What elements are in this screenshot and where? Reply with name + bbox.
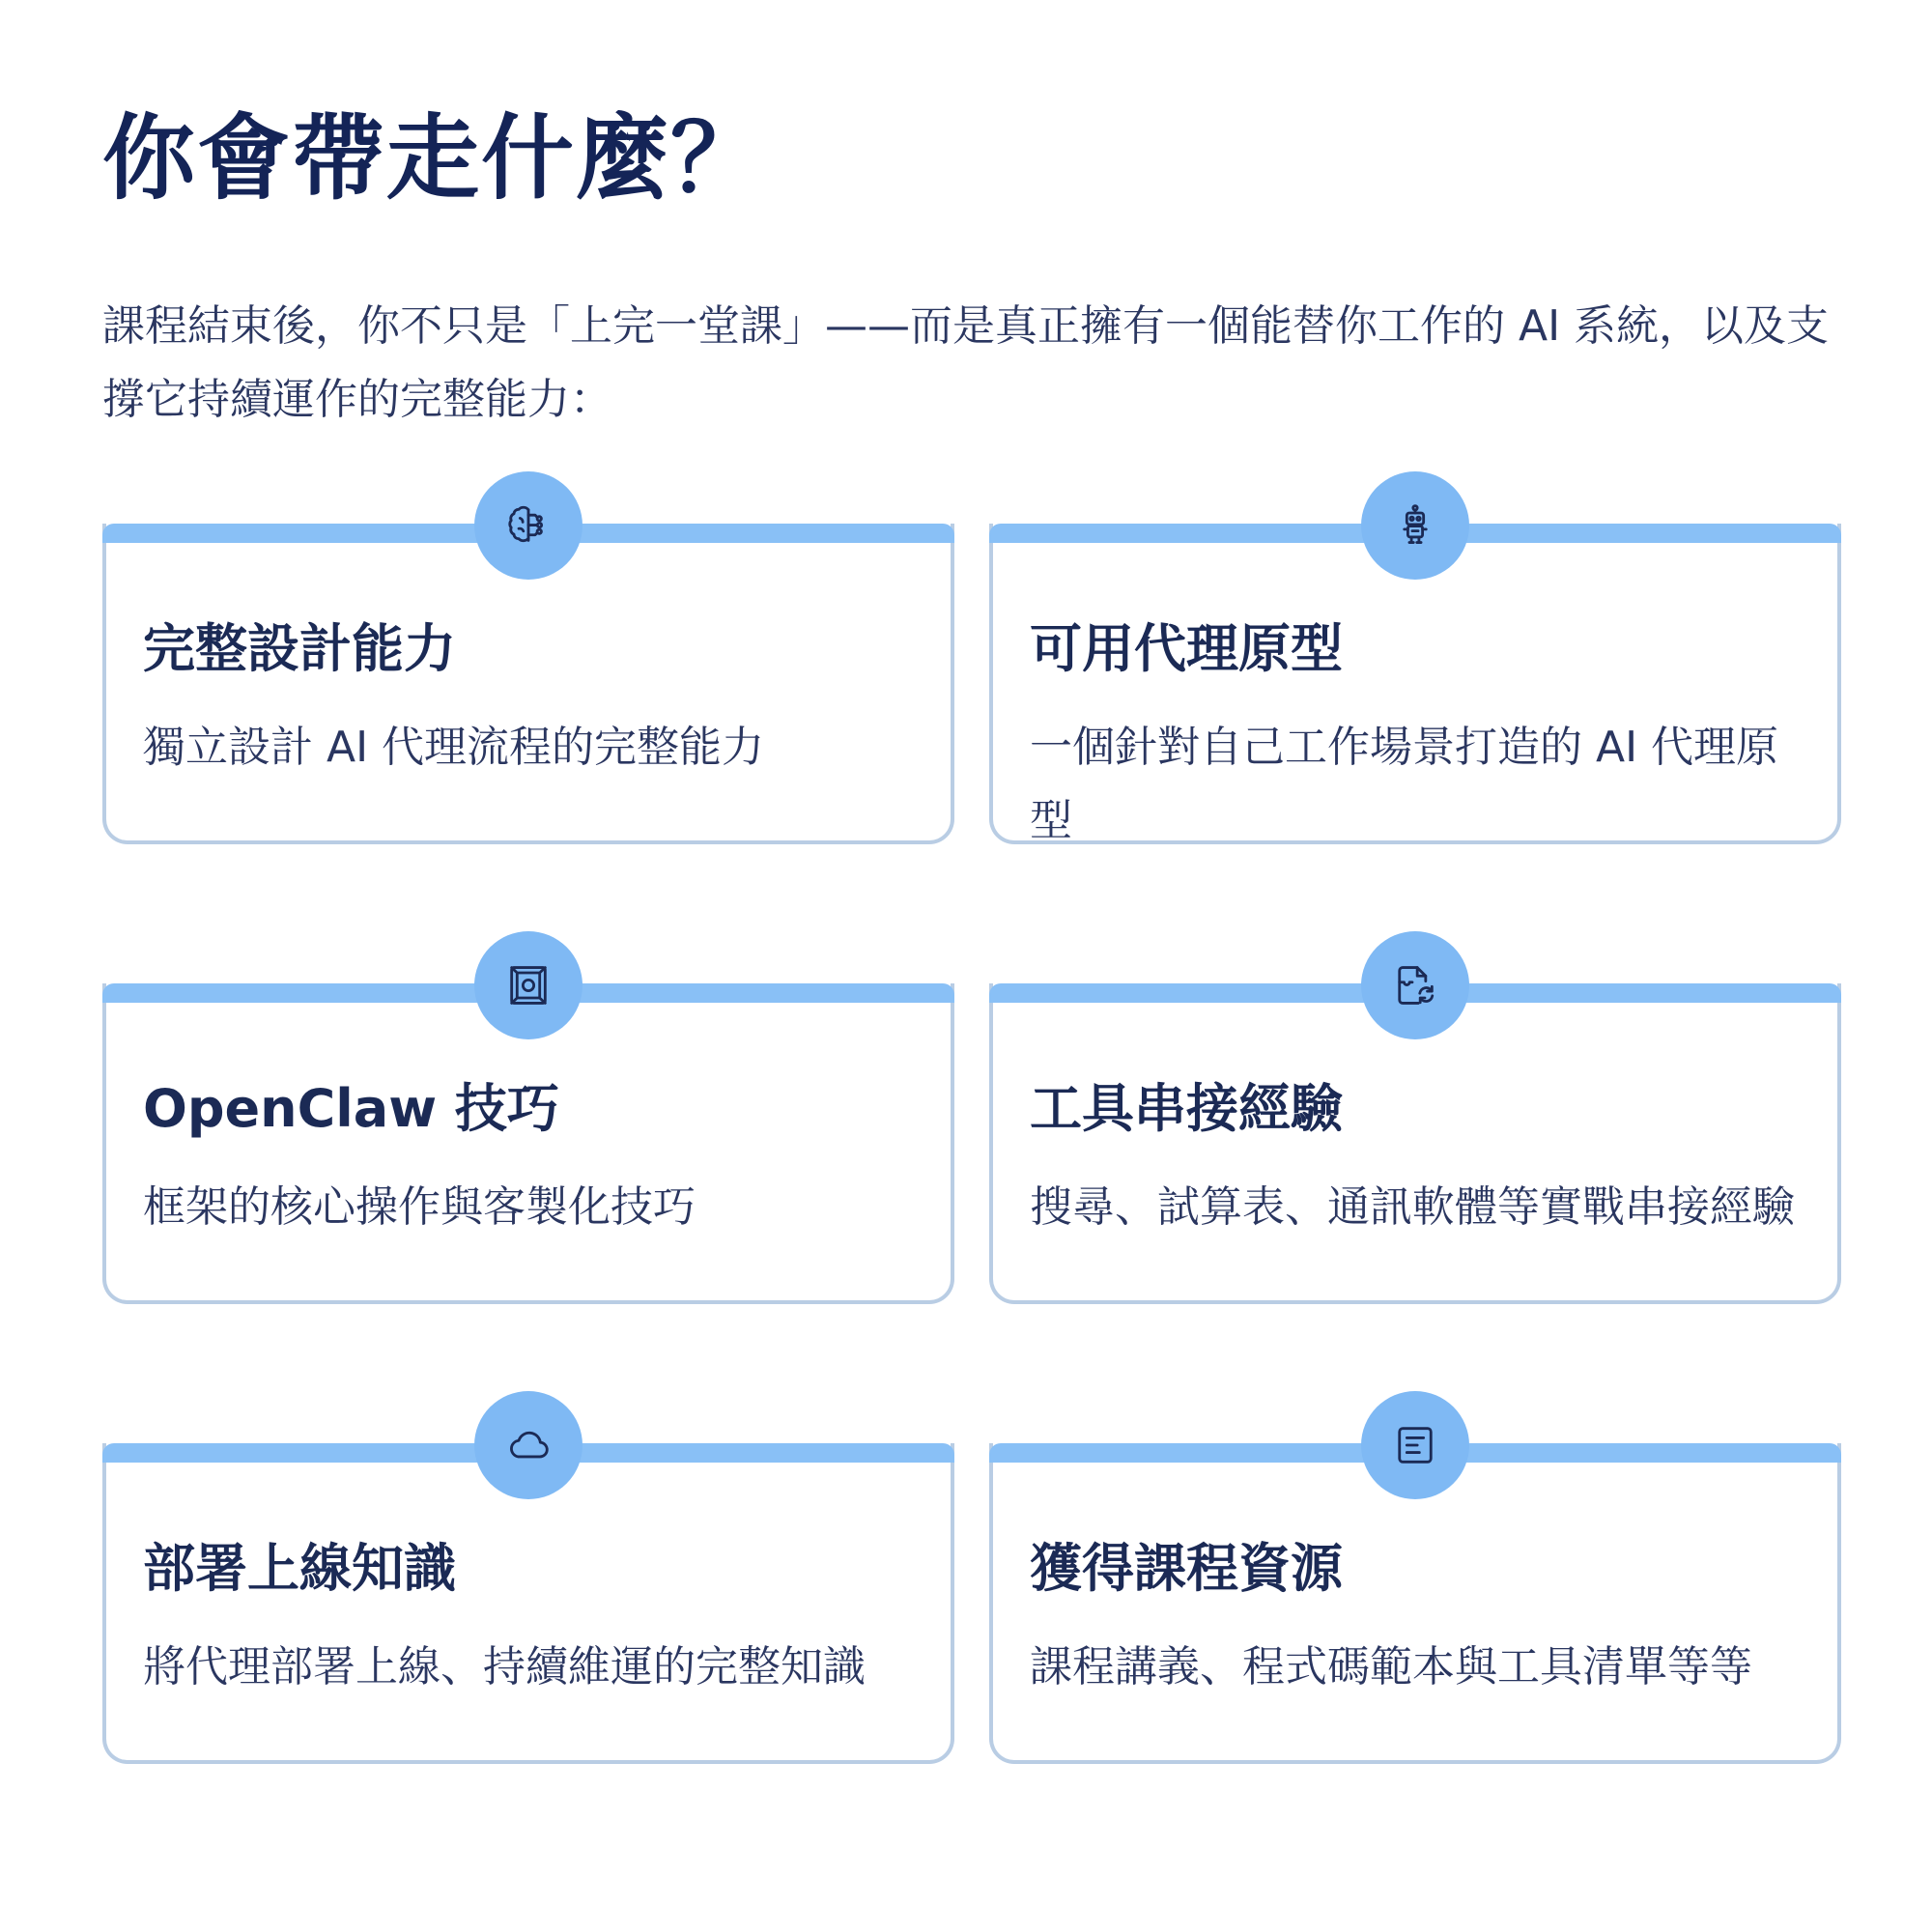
- cloud-icon: [503, 1420, 554, 1470]
- card-course-resources: [989, 1391, 1841, 1764]
- card-title: OpenClaw 技巧: [143, 1078, 559, 1139]
- card-agent-prototype: [989, 471, 1841, 844]
- card-openclaw-skills: [102, 931, 954, 1304]
- card-description: 框架的核心操作與客製化技巧: [143, 1182, 696, 1232]
- frame-box-icon: [503, 960, 554, 1010]
- card-title: 工具串接經驗: [1030, 1078, 1343, 1139]
- card-title: 完整設計能力: [143, 618, 456, 679]
- notepad-icon: [1390, 1420, 1440, 1470]
- card-tool-integration: [989, 931, 1841, 1304]
- card-badge: [474, 471, 582, 580]
- card-badge: [1361, 931, 1469, 1039]
- card-description: 將代理部署上線、持續維運的完整知識: [143, 1642, 866, 1692]
- robot-icon: [1390, 500, 1440, 551]
- card-badge: [474, 931, 582, 1039]
- page: [102, 0, 1841, 1905]
- page-title: 你會帶走什麼？: [102, 104, 765, 213]
- card-badge: [1361, 471, 1469, 580]
- card-design-ability: [102, 471, 954, 844]
- card-deployment-knowledge: [102, 1391, 954, 1764]
- card-badge: [1361, 1391, 1469, 1499]
- card-description: 獨立設計 AI 代理流程的完整能力: [143, 723, 765, 772]
- card-title: 獲得課程資源: [1030, 1538, 1343, 1599]
- file-refresh-icon: [1390, 960, 1440, 1010]
- card-description: 一個針對自己工作場景打造的 AI 代理原型: [1030, 723, 1779, 845]
- card-title: 部署上線知識: [143, 1538, 456, 1599]
- takeaways-grid: [102, 471, 1841, 1824]
- card-description: 搜尋、試算表、通訊軟體等實戰串接經驗: [1030, 1182, 1795, 1232]
- card-title: 可用代理原型: [1030, 618, 1343, 679]
- brain-circuit-icon: [503, 500, 554, 551]
- card-description: 課程講義、程式碼範本與工具清單等等: [1030, 1642, 1752, 1692]
- intro-paragraph: 課程結束後，你不只是「上完一堂課」——而是真正擁有一個能替你工作的 AI 系統，以及支撐它持續運作的完整能力：: [102, 301, 1830, 424]
- card-badge: [474, 1391, 582, 1499]
